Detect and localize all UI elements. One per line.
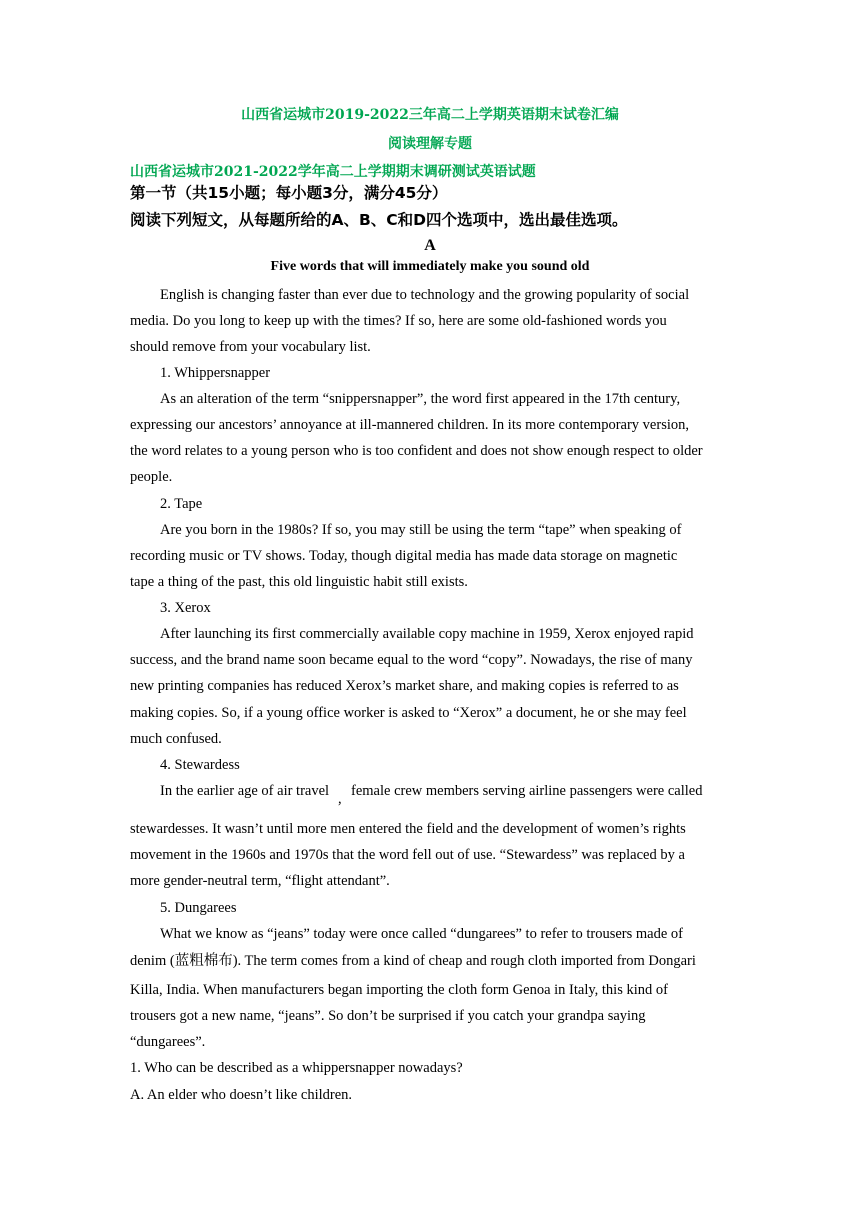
word-heading: 5. Dungarees: [160, 900, 237, 916]
word-heading: 2. Tape: [160, 496, 203, 512]
passage-line: As an alteration of the term “snippersnapper”, the word first appeared in the 17th century,: [160, 391, 681, 407]
passage-line: What we know as “jeans” today were once called “dungarees” to refer to trousers made of: [160, 926, 683, 942]
passage-title: Five words that will immediately make you sound old: [270, 259, 590, 274]
passage-line: media. Do you long to keep up with the times? If so, here are some old-fashioned words you: [130, 313, 667, 329]
passage-line: After launching its first commercially available copy machine in 1959, Xerox enjoyed rapid: [160, 626, 694, 642]
section-title: 第一节（共15小题；每小题3分，满分45分）: [130, 184, 448, 202]
passage-line: making copies. So, if a young office worker is asked to “Xerox” a document, he or she may feel: [130, 705, 687, 721]
word-heading: 1. Whippersnapper: [160, 365, 271, 381]
passage-line: English is changing faster than ever due to technology and the growing popularity of social: [160, 287, 690, 303]
word-heading: 4. Stewardess: [160, 757, 240, 773]
document-title: 山西省运城市2019-2022三年高二上学期英语期末试卷汇编: [241, 107, 619, 123]
passage-line: much confused.: [130, 731, 222, 747]
passage-line: the word relates to a young person who is too confident and does not show enough respect to older: [130, 443, 703, 459]
passage-letter: A: [424, 237, 436, 254]
passage-line: expressing our ancestors’ annoyance at ill-mannered children. In its more contemporary version,: [130, 417, 689, 433]
passage-line: trousers got a new name, “jeans”. So don’t be surprised if you catch your grandpa saying: [130, 1008, 646, 1024]
passage-line: should remove from your vocabulary list.: [130, 339, 371, 355]
stray-comma: ,: [338, 791, 342, 807]
passage-line: “dungarees”.: [130, 1034, 206, 1050]
passage-line: movement in the 1960s and 1970s that the word fell out of use. “Stewardess” was replaced by a: [130, 847, 685, 863]
document-subtitle: 阅读理解专题: [388, 136, 472, 152]
passage-line: female crew members serving airline passengers were called: [351, 783, 703, 799]
question-option-a: A. An elder who doesn’t like children.: [130, 1087, 353, 1103]
passage-line: denim (蓝粗棉布). The term comes from a kind of cheap and rough cloth imported from Dongari: [130, 953, 696, 969]
passage-line: Killa, India. When manufacturers began importing the cloth form Genoa in Italy, this kind of: [130, 982, 668, 998]
passage-line: recording music or TV shows. Today, though digital media has made data storage on magnetic: [130, 548, 678, 564]
passage-line: success, and the brand name soon became equal to the word “copy”. Nowadays, the rise of many: [130, 652, 693, 668]
passage-line: In the earlier age of air travel: [160, 783, 330, 799]
passage-line: Are you born in the 1980s? If so, you may still be using the term “tape” when speaking of: [160, 522, 682, 538]
passage-line: people.: [130, 469, 173, 485]
section-instruction: 阅读下列短文，从每题所给的A、B、C和D四个选项中，选出最佳选项。: [130, 211, 628, 229]
word-heading: 3. Xerox: [160, 600, 211, 616]
question-stem: 1. Who can be described as a whippersnapper nowadays?: [130, 1060, 463, 1076]
passage-line: tape a thing of the past, this old linguistic habit still exists.: [130, 574, 468, 590]
passage-line: more gender-neutral term, “flight attendant”.: [130, 873, 390, 889]
passage-line: new printing companies has reduced Xerox’s market share, and making copies is referred to as: [130, 678, 679, 694]
passage-line: stewardesses. It wasn’t until more men entered the field and the development of women’s rights: [130, 821, 686, 837]
exam-source: 山西省运城市2021-2022学年高二上学期期末调研测试英语试题: [130, 164, 536, 180]
